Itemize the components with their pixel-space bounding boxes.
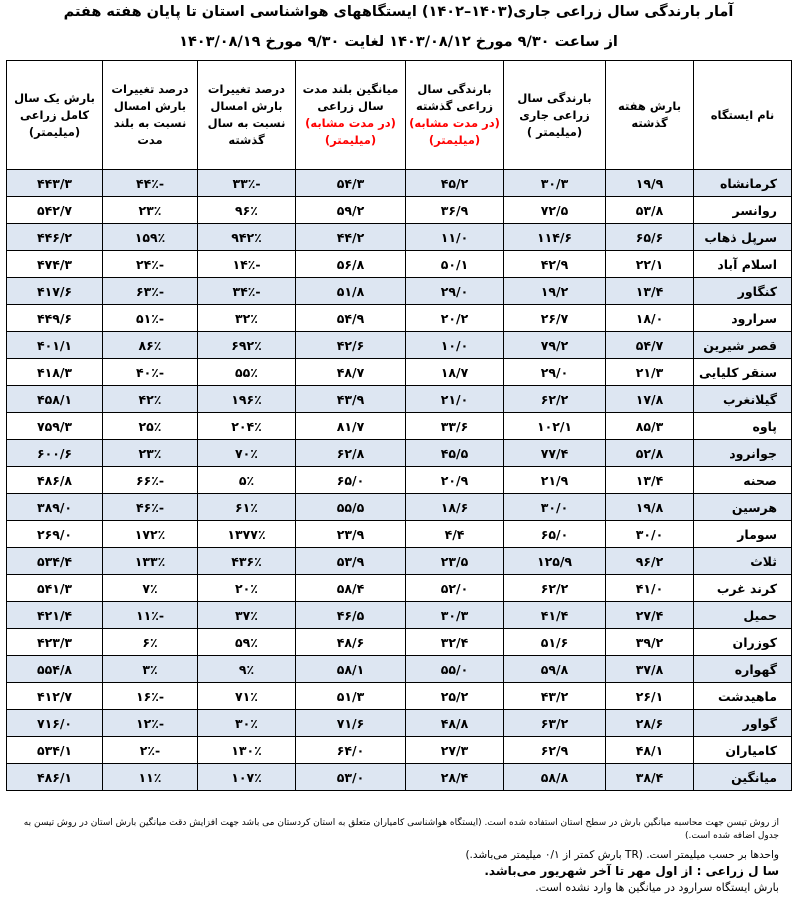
- table-row: [7, 278, 792, 305]
- table-row: [7, 521, 792, 548]
- cell-station: ثلاث: [694, 548, 792, 575]
- cell-pct-long: ۲۳٪: [103, 197, 198, 224]
- cell-last: ۱۸/۷: [406, 359, 504, 386]
- cell-current: ۴۱/۴: [504, 602, 606, 629]
- cell-pct-long: ۱۵۹٪: [103, 224, 198, 251]
- cell-long: ۴۲/۶: [296, 332, 406, 359]
- cell-pct-last: ۵۹٪: [198, 629, 296, 656]
- cell-week: ۵۴/۷: [606, 332, 694, 359]
- cell-current: ۷۷/۴: [504, 440, 606, 467]
- cell-station: میانگین: [694, 764, 792, 791]
- cell-current: ۴۲/۹: [504, 251, 606, 278]
- cell-full: ۷۱۶/۰: [7, 710, 103, 737]
- header-station: نام ایستگاه: [694, 61, 792, 170]
- cell-pct-last: ۹۴۲٪: [198, 224, 296, 251]
- cell-pct-long: ۴۲٪: [103, 386, 198, 413]
- note-crop-year: سا ل زراعی : از اول مهر تا آخر شهریور می‌باشد.: [484, 864, 779, 878]
- table-row: [7, 386, 792, 413]
- cell-pct-long: -۵۱٪: [103, 305, 198, 332]
- cell-pct-last: -۳۳٪: [198, 170, 296, 197]
- cell-current: ۵۹/۸: [504, 656, 606, 683]
- table-header-row: [7, 61, 792, 170]
- cell-pct-last: ۳۰٪: [198, 710, 296, 737]
- cell-pct-last: ۱۳۰٪: [198, 737, 296, 764]
- cell-pct-long: ۸۶٪: [103, 332, 198, 359]
- cell-station: سنقر کلیایی: [694, 359, 792, 386]
- note-method: از روش تیسن جهت محاسبه میانگین بارش در سطح استان استفاده شده است. (ایستگاه هواشناسی کامیاران متعلق به استان کردستان می باشد جهت افزایش دقت میانگین بارش استان در روش تیسن به جدول اضافه شده است.): [23, 818, 779, 841]
- cell-current: ۷۹/۲: [504, 332, 606, 359]
- header-week: بارش هفته گذشته: [606, 61, 694, 170]
- table-row: [7, 764, 792, 791]
- cell-long: ۵۳/۰: [296, 764, 406, 791]
- cell-week: ۱۸/۰: [606, 305, 694, 332]
- table-row: [7, 656, 792, 683]
- table-row: [7, 224, 792, 251]
- cell-full: ۶۰۰/۶: [7, 440, 103, 467]
- cell-long: ۵۱/۳: [296, 683, 406, 710]
- table-row: [7, 440, 792, 467]
- header-last-year: بارندگی سال زراعی گذشته (در مدت مشابه) (میلیمتر): [406, 61, 504, 170]
- cell-long: ۷۱/۶: [296, 710, 406, 737]
- cell-current: ۲۶/۷: [504, 305, 606, 332]
- cell-full: ۴۸۶/۱: [7, 764, 103, 791]
- cell-full: ۵۳۴/۴: [7, 548, 103, 575]
- cell-station: اسلام آباد: [694, 251, 792, 278]
- cell-station: کرمانشاه: [694, 170, 792, 197]
- cell-last: ۵۰/۱: [406, 251, 504, 278]
- cell-current: ۵۱/۶: [504, 629, 606, 656]
- cell-full: ۴۰۱/۱: [7, 332, 103, 359]
- cell-long: ۴۶/۵: [296, 602, 406, 629]
- cell-week: ۱۷/۸: [606, 386, 694, 413]
- cell-week: ۹۶/۲: [606, 548, 694, 575]
- cell-last: ۲۷/۳: [406, 737, 504, 764]
- cell-last: ۴۵/۵: [406, 440, 504, 467]
- table-row: [7, 683, 792, 710]
- cell-pct-last: -۳۴٪: [198, 278, 296, 305]
- cell-long: ۶۴/۰: [296, 737, 406, 764]
- cell-full: ۴۲۱/۴: [7, 602, 103, 629]
- table-row: [7, 467, 792, 494]
- cell-station: کرند غرب: [694, 575, 792, 602]
- cell-long: ۴۸/۶: [296, 629, 406, 656]
- cell-full: ۴۸۶/۸: [7, 467, 103, 494]
- cell-long: ۵۹/۲: [296, 197, 406, 224]
- cell-long: ۴۸/۷: [296, 359, 406, 386]
- cell-pct-long: -۶۳٪: [103, 278, 198, 305]
- table-row: [7, 170, 792, 197]
- table-row: [7, 197, 792, 224]
- cell-last: ۲۹/۰: [406, 278, 504, 305]
- cell-pct-long: -۴۴٪: [103, 170, 198, 197]
- cell-current: ۵۸/۸: [504, 764, 606, 791]
- cell-long: ۶۲/۸: [296, 440, 406, 467]
- cell-station: هرسین: [694, 494, 792, 521]
- cell-current: ۶۲/۲: [504, 386, 606, 413]
- table-row: [7, 359, 792, 386]
- cell-full: ۴۵۸/۱: [7, 386, 103, 413]
- cell-pct-last: ۴۳۶٪: [198, 548, 296, 575]
- cell-week: ۱۳/۴: [606, 467, 694, 494]
- cell-pct-last: ۹۶٪: [198, 197, 296, 224]
- cell-week: ۱۳/۴: [606, 278, 694, 305]
- cell-last: ۱۸/۶: [406, 494, 504, 521]
- cell-long: ۲۳/۹: [296, 521, 406, 548]
- header-pct-long-term: درصد تغییرات بارش امسال نسبت به بلند مدت: [103, 61, 198, 170]
- cell-pct-long: -۲۴٪: [103, 251, 198, 278]
- header-full-year: بارش یک سال کامل زراعی (میلیمتر): [7, 61, 103, 170]
- cell-pct-long: ۱۱٪: [103, 764, 198, 791]
- cell-pct-last: ۳۲٪: [198, 305, 296, 332]
- cell-week: ۵۲/۸: [606, 440, 694, 467]
- cell-long: ۵۵/۵: [296, 494, 406, 521]
- cell-week: ۳۸/۴: [606, 764, 694, 791]
- cell-last: ۳۲/۴: [406, 629, 504, 656]
- cell-long: ۵۳/۹: [296, 548, 406, 575]
- cell-current: ۳۰/۰: [504, 494, 606, 521]
- cell-long: ۵۸/۱: [296, 656, 406, 683]
- cell-last: ۳۳/۶: [406, 413, 504, 440]
- cell-station: کنگاور: [694, 278, 792, 305]
- cell-full: ۲۶۹/۰: [7, 521, 103, 548]
- cell-pct-long: ۲۵٪: [103, 413, 198, 440]
- table-row: [7, 629, 792, 656]
- cell-last: ۴۵/۲: [406, 170, 504, 197]
- table-row: [7, 305, 792, 332]
- cell-station: سرپل ذهاب: [694, 224, 792, 251]
- cell-full: ۵۴۲/۷: [7, 197, 103, 224]
- cell-station: قصر شیرین: [694, 332, 792, 359]
- cell-long: ۸۱/۷: [296, 413, 406, 440]
- cell-long: ۴۴/۲: [296, 224, 406, 251]
- cell-pct-last: ۱۰۷٪: [198, 764, 296, 791]
- cell-pct-last: ۷۰٪: [198, 440, 296, 467]
- table-row: [7, 251, 792, 278]
- cell-week: ۲۲/۱: [606, 251, 694, 278]
- table-row: [7, 737, 792, 764]
- cell-pct-last: ۷۱٪: [198, 683, 296, 710]
- cell-full: ۴۷۴/۳: [7, 251, 103, 278]
- cell-pct-last: ۲۰٪: [198, 575, 296, 602]
- cell-last: ۲۸/۴: [406, 764, 504, 791]
- note-exclusion: بارش ایستگاه سرارود در میانگین ها وارد نشده است.: [535, 881, 779, 894]
- cell-station: سرارود: [694, 305, 792, 332]
- cell-full: ۴۴۹/۶: [7, 305, 103, 332]
- cell-last: ۲۰/۹: [406, 467, 504, 494]
- cell-full: ۴۴۳/۳: [7, 170, 103, 197]
- cell-pct-long: ۶٪: [103, 629, 198, 656]
- cell-week: ۳۹/۲: [606, 629, 694, 656]
- table-row: [7, 575, 792, 602]
- cell-pct-last: ۵٪: [198, 467, 296, 494]
- cell-full: ۳۸۹/۰: [7, 494, 103, 521]
- rainfall-table: [6, 60, 792, 791]
- cell-pct-long: -۱۲٪: [103, 710, 198, 737]
- cell-last: ۳۶/۹: [406, 197, 504, 224]
- cell-long: ۵۱/۸: [296, 278, 406, 305]
- cell-current: ۲۹/۰: [504, 359, 606, 386]
- cell-pct-long: ۱۷۲٪: [103, 521, 198, 548]
- cell-full: ۴۲۳/۳: [7, 629, 103, 656]
- cell-long: ۴۳/۹: [296, 386, 406, 413]
- cell-pct-long: -۲٪: [103, 737, 198, 764]
- cell-last: ۲۱/۰: [406, 386, 504, 413]
- cell-week: ۳۰/۰: [606, 521, 694, 548]
- cell-full: ۴۱۷/۶: [7, 278, 103, 305]
- cell-current: ۱۱۴/۶: [504, 224, 606, 251]
- cell-week: ۲۶/۱: [606, 683, 694, 710]
- page-title: آمار بارندگی سال زراعی جاری(۱۴۰۳–۱۴۰۲) ایستگاههای هواشناسی استان تا پایان هفته هفتم: [63, 4, 734, 20]
- cell-station: کامیاران: [694, 737, 792, 764]
- cell-long: ۵۴/۹: [296, 305, 406, 332]
- cell-current: ۷۲/۵: [504, 197, 606, 224]
- cell-full: ۷۵۹/۳: [7, 413, 103, 440]
- cell-pct-last: ۶۱٪: [198, 494, 296, 521]
- header-long-term: میانگین بلند مدت سال زراعی (در مدت مشابه) (میلیمتر): [296, 61, 406, 170]
- cell-long: ۶۵/۰: [296, 467, 406, 494]
- cell-long: ۵۶/۸: [296, 251, 406, 278]
- cell-full: ۵۵۴/۸: [7, 656, 103, 683]
- cell-pct-last: ۲۰۴٪: [198, 413, 296, 440]
- table-row: [7, 332, 792, 359]
- cell-last: ۲۳/۵: [406, 548, 504, 575]
- cell-full: ۴۱۸/۳: [7, 359, 103, 386]
- table-row: [7, 494, 792, 521]
- cell-week: ۴۸/۱: [606, 737, 694, 764]
- cell-pct-long: -۱۶٪: [103, 683, 198, 710]
- cell-pct-long: -۴۶٪: [103, 494, 198, 521]
- header-current: بارندگی سال زراعی جاری (میلیمتر ): [504, 61, 606, 170]
- cell-pct-long: -۶۶٪: [103, 467, 198, 494]
- cell-station: روانسر: [694, 197, 792, 224]
- cell-full: ۵۴۱/۳: [7, 575, 103, 602]
- cell-current: ۱۰۲/۱: [504, 413, 606, 440]
- cell-pct-long: ۳٪: [103, 656, 198, 683]
- cell-station: گواور: [694, 710, 792, 737]
- cell-current: ۶۲/۹: [504, 737, 606, 764]
- cell-full: ۴۴۶/۲: [7, 224, 103, 251]
- cell-long: ۵۴/۳: [296, 170, 406, 197]
- cell-last: ۴/۴: [406, 521, 504, 548]
- cell-week: ۸۵/۳: [606, 413, 694, 440]
- cell-current: ۲۱/۹: [504, 467, 606, 494]
- cell-last: ۵۵/۰: [406, 656, 504, 683]
- cell-current: ۱۹/۲: [504, 278, 606, 305]
- cell-full: ۴۱۲/۷: [7, 683, 103, 710]
- cell-station: سومار: [694, 521, 792, 548]
- cell-current: ۶۲/۲: [504, 575, 606, 602]
- cell-pct-long: ۲۳٪: [103, 440, 198, 467]
- cell-station: پاوه: [694, 413, 792, 440]
- cell-full: ۵۳۴/۱: [7, 737, 103, 764]
- cell-week: ۵۳/۸: [606, 197, 694, 224]
- cell-station: جوانرود: [694, 440, 792, 467]
- cell-station: ماهیدشت: [694, 683, 792, 710]
- table-row: [7, 602, 792, 629]
- cell-station: حمیل: [694, 602, 792, 629]
- table-row: [7, 710, 792, 737]
- cell-pct-long: -۴۰٪: [103, 359, 198, 386]
- cell-week: ۶۵/۶: [606, 224, 694, 251]
- cell-last: ۱۰/۰: [406, 332, 504, 359]
- cell-week: ۴۱/۰: [606, 575, 694, 602]
- cell-week: ۲۱/۳: [606, 359, 694, 386]
- cell-pct-last: ۳۷٪: [198, 602, 296, 629]
- cell-station: کوزران: [694, 629, 792, 656]
- cell-last: ۲۰/۲: [406, 305, 504, 332]
- cell-last: ۵۲/۰: [406, 575, 504, 602]
- note-units: واحدها بر حسب میلیمتر است. (TR بارش کمتر از ۰/۱ میلیمتر می‌باشد.): [465, 849, 779, 861]
- page-subtitle: از ساعت ۹/۳۰ مورخ ۱۴۰۳/۰۸/۱۲ لغایت ۹/۳۰ مورخ ۱۴۰۳/۰۸/۱۹: [179, 34, 618, 50]
- table-row: [7, 413, 792, 440]
- table-row: [7, 548, 792, 575]
- header-pct-last-year: درصد تغییرات بارش امسال نسبت به سال گذشته: [198, 61, 296, 170]
- cell-current: ۳۰/۳: [504, 170, 606, 197]
- cell-pct-long: -۱۱٪: [103, 602, 198, 629]
- cell-long: ۵۸/۴: [296, 575, 406, 602]
- cell-pct-long: ۷٪: [103, 575, 198, 602]
- cell-current: ۶۵/۰: [504, 521, 606, 548]
- cell-last: ۴۸/۸: [406, 710, 504, 737]
- cell-pct-last: ۶۹۲٪: [198, 332, 296, 359]
- cell-current: ۶۳/۲: [504, 710, 606, 737]
- footnotes: [9, 817, 779, 894]
- table-body: [7, 170, 792, 791]
- cell-week: ۱۹/۹: [606, 170, 694, 197]
- cell-station: صحنه: [694, 467, 792, 494]
- cell-pct-last: ۱۳۷۷٪: [198, 521, 296, 548]
- cell-week: ۳۷/۸: [606, 656, 694, 683]
- cell-pct-long: ۱۳۳٪: [103, 548, 198, 575]
- cell-pct-last: ۹٪: [198, 656, 296, 683]
- cell-week: ۱۹/۸: [606, 494, 694, 521]
- cell-last: ۱۱/۰: [406, 224, 504, 251]
- cell-pct-last: -۱۴٪: [198, 251, 296, 278]
- cell-current: ۴۳/۲: [504, 683, 606, 710]
- cell-station: گهواره: [694, 656, 792, 683]
- cell-station: گیلانغرب: [694, 386, 792, 413]
- cell-last: ۲۵/۲: [406, 683, 504, 710]
- cell-current: ۱۲۵/۹: [504, 548, 606, 575]
- cell-pct-last: ۱۹۶٪: [198, 386, 296, 413]
- cell-week: ۲۷/۴: [606, 602, 694, 629]
- cell-last: ۳۰/۳: [406, 602, 504, 629]
- cell-week: ۲۸/۶: [606, 710, 694, 737]
- cell-pct-last: ۵۵٪: [198, 359, 296, 386]
